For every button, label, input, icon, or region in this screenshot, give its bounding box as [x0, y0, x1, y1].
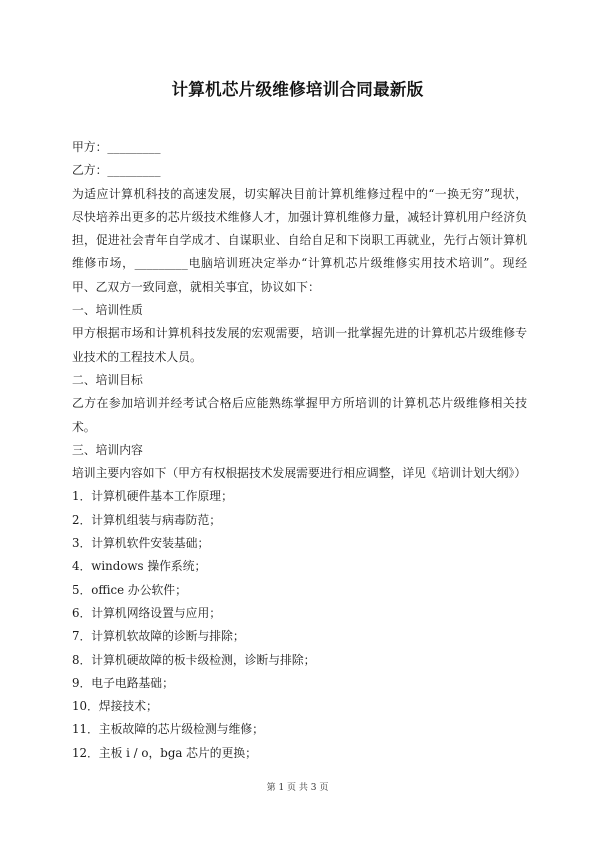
list-item: 2．计算机组装与病毒防范；: [72, 512, 222, 527]
section-heading-training-content: 三、培训内容: [72, 442, 143, 457]
intro-line: 为适应计算机科技的高速发展，切实解决目前计算机维修过程中的“一换无穷”现状，: [72, 186, 527, 201]
section-heading-training-nature: 一、培训性质: [72, 303, 143, 318]
intro-line: 维修市场，_________电脑培训班决定举办“计算机芯片级维修实用技术培训”。现经: [72, 256, 527, 271]
list-item: 5．office 办公软件；: [72, 582, 187, 597]
list-item: 4．windows 操作系统；: [72, 559, 207, 574]
intro-line: 甲、乙双方一致同意，就相关事宜，协议如下：: [72, 279, 320, 294]
document-title: 计算机芯片级维修培训合同最新版: [171, 80, 424, 99]
list-item: 3．计算机软件安装基础；: [72, 536, 210, 551]
page-number-footer: 第 1 页 共 3 页: [266, 783, 329, 793]
intro-line: 尽快培养出更多的芯片级技术维修人才，加强计算机维修力量，减轻计算机用户经济负: [72, 209, 527, 224]
section-training-goal-body: [72, 392, 527, 439]
section-body-line: 业技术的工程技术人员。: [72, 349, 202, 364]
section-heading-training-goal: 二、培训目标: [72, 372, 143, 387]
document-body: [72, 136, 527, 765]
list-item: 11．主板故障的芯片级检测与维修；: [72, 722, 264, 737]
list-item: 12．主板 i / o，bga 芯片的更换；: [72, 745, 257, 760]
intro-line: 担，促进社会青年自学成才、自谋职业、自给自足和下岗职工再就业，先行占领计算机: [72, 233, 527, 248]
section-training-content-intro: 培训主要内容如下（甲方有权根据技术发展需要进行相应调整，详见《培训计划大纲》）: [72, 466, 527, 481]
section-body-line: 甲方根据市场和计算机科技发展的宏观需要，培训一批掌握先进的计算机芯片级维修专: [72, 326, 527, 341]
list-item: 7．计算机软故障的诊断与排除；: [72, 629, 245, 644]
content-list: [72, 485, 527, 765]
section-body-line: 乙方在参加培训并经考试合格后应能熟练掌握甲方所培训的计算机芯片级维修相关技: [72, 396, 527, 411]
intro-paragraph: [72, 183, 527, 299]
section-body-line: 术。: [72, 419, 96, 434]
list-item: 1．计算机硬件基本工作原理；: [72, 489, 233, 504]
section-training-nature-body: [72, 322, 527, 369]
list-item: 9．电子电路基础；: [72, 675, 174, 690]
list-item: 8．计算机硬故障的板卡级检测，诊断与排除；: [72, 652, 316, 667]
party-b-line: 乙方：_________: [72, 163, 161, 178]
party-a-line: 甲方：_________: [72, 140, 161, 154]
list-item: 10．焊接技术；: [72, 699, 158, 714]
list-item: 6．计算机网络设置与应用；: [72, 605, 222, 620]
